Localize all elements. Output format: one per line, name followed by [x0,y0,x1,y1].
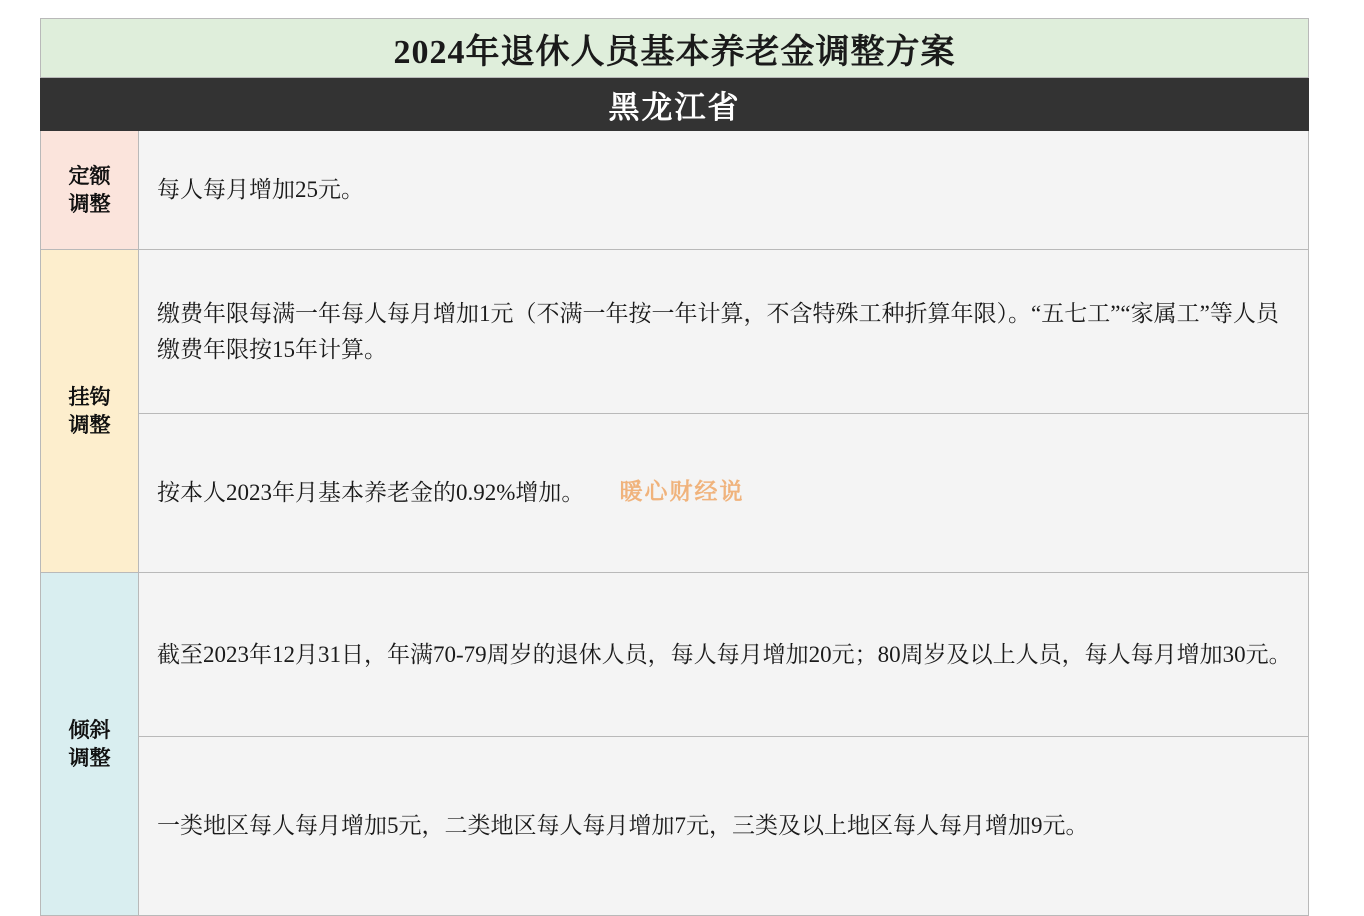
table-row [41,573,1309,737]
province-name: 黑龙江省 [41,78,1309,131]
section-label-linked-line2: 调整 [68,413,111,437]
section-tilt-row-1: 截至2023年12月31日，年满70-79周岁的退休人员，每人每月增加20元；80周岁及以上人员，每人每月增加30元。 [139,573,1309,737]
section-label-linked-line1: 挂钩 [68,384,111,409]
watermark-text: 暖心财经说 [619,479,745,504]
pension-adjustment-table [40,18,1309,916]
table-row [41,250,1309,414]
section-label-fixed-line2: 调整 [68,192,111,216]
section-fixed-row-1: 每人每月增加25元。 [139,131,1309,250]
document-title: 2024年退休人员基本养老金调整方案 [41,19,1309,78]
section-linked-row-2: 按本人2023年月基本养老金的0.92%增加。 [139,414,1309,573]
section-label-tilt-line1: 倾斜 [68,717,111,742]
section-label-linked [41,250,139,573]
section-tilt-row-2: 一类地区每人每月增加5元，二类地区每人每月增加7元，三类及以上地区每人每月增加9元。 [139,737,1309,916]
table-row [41,414,1309,573]
section-linked-row-1: 缴费年限每满一年每人每月增加1元（不满一年按一年计算，不含特殊工种折算年限）。“五七工”“家属工”等人员缴费年限按15年计算。 [139,250,1309,414]
section-label-tilt [41,573,139,916]
table-row [41,737,1309,916]
section-label-fixed [41,131,139,250]
section-label-fixed-line1: 定额 [68,163,111,188]
table-row [41,131,1309,250]
table-province-row [41,78,1309,131]
section-label-tilt-line2: 调整 [68,746,111,770]
table-title-row [41,19,1309,78]
